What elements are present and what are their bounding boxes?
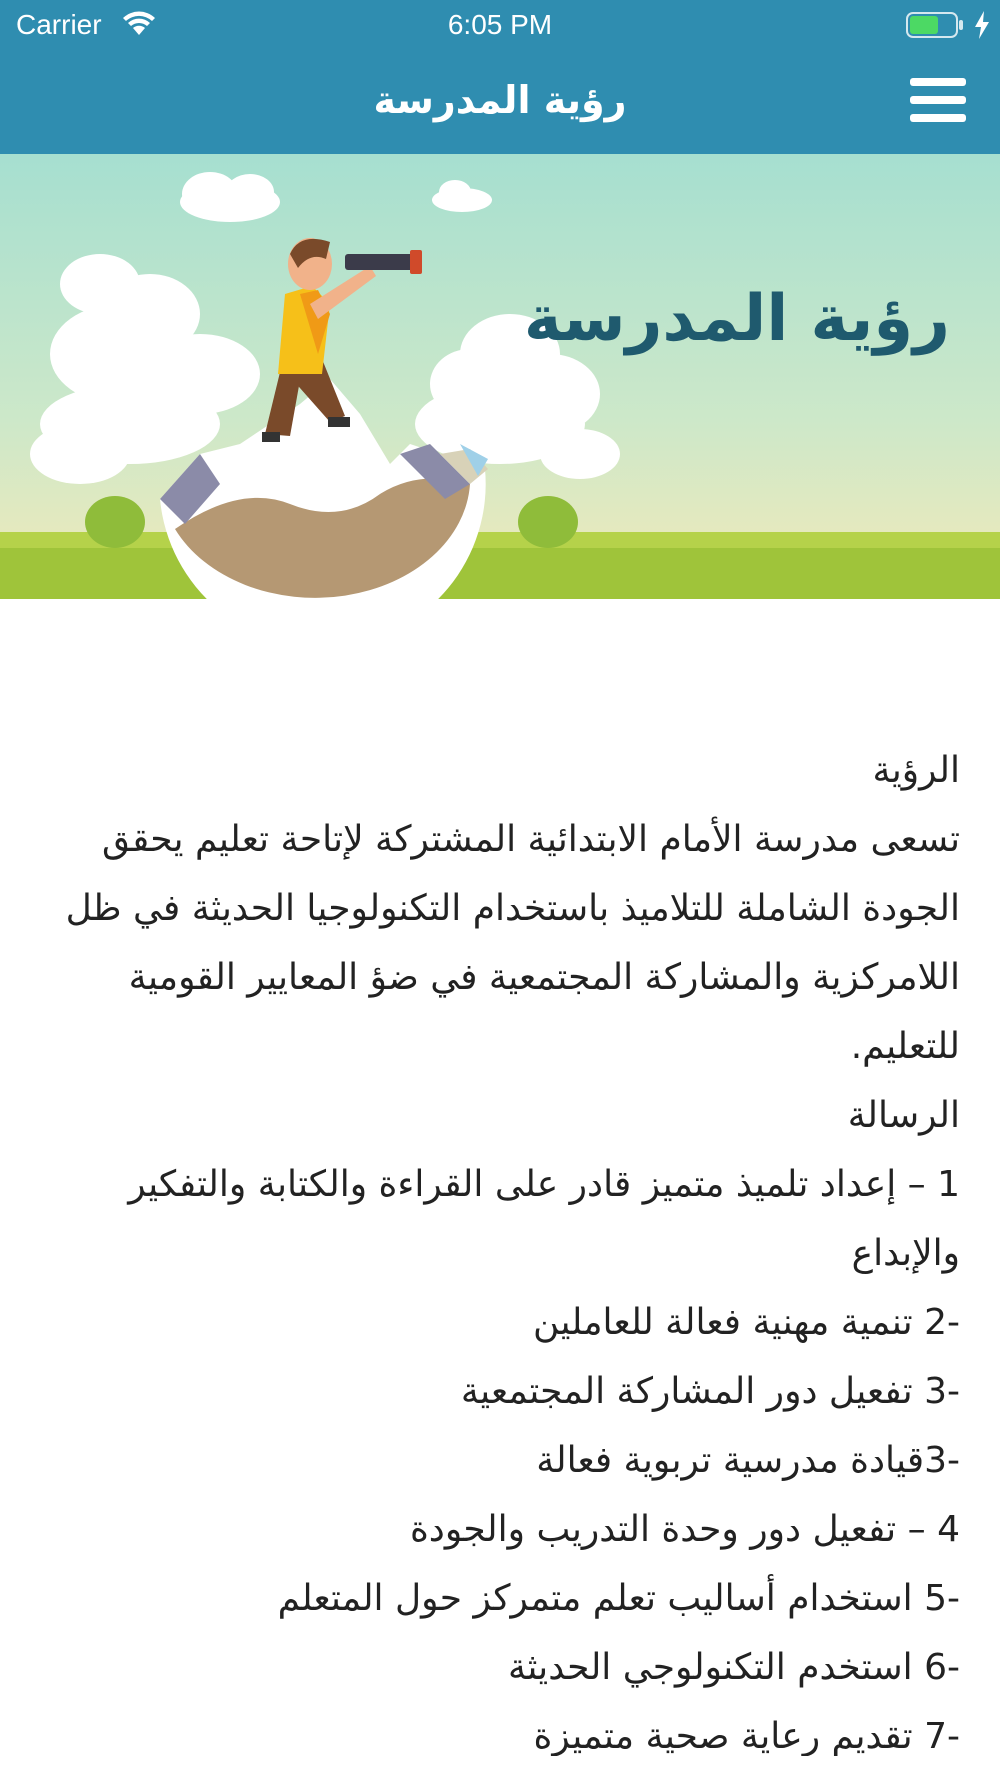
mission-item: -5 استخدام أساليب تعلم متمركز حول المتعلم (277, 1578, 960, 1619)
battery-icon (906, 12, 964, 38)
carrier-label: Carrier (16, 9, 102, 40)
banner-illustration (0, 154, 1000, 599)
vision-illustration (0, 154, 1000, 599)
menu-bar-icon (910, 96, 966, 104)
navigation-bar (0, 52, 1000, 154)
vision-mission-text (60, 736, 960, 1756)
status-bar (0, 0, 1000, 52)
mission-item: -3قيادة مدرسية تربوية فعالة (536, 1440, 960, 1481)
mission-item: -2 تنمية مهنية فعالة للعاملين (533, 1302, 960, 1343)
vision-heading: الرؤية (872, 750, 960, 791)
vision-paragraph: تسعى مدرسة الأمام الابتدائية المشتركة لإتاحة تعليم يحقق الجودة الشاملة للتلاميذ باستخدام التكنولوجيا الحديثة في ظل اللامركزية والمشاركة المجتمعية في ضؤ المعايير القومية للتعليم. (65, 819, 960, 1067)
mission-item: -7 تقديم رعاية صحية متميزة (533, 1716, 960, 1756)
mission-heading: الرسالة (847, 1095, 960, 1136)
banner-title: رؤية المدرسة (523, 282, 950, 356)
mission-item: -3 تفعيل دور المشاركة المجتمعية (460, 1371, 960, 1412)
page-title: رؤية المدرسة (373, 78, 627, 122)
mission-item: 4 – تفعيل دور وحدة التدريب والجودة (409, 1509, 960, 1550)
hamburger-menu-button[interactable] (910, 78, 966, 130)
charging-bolt-icon (972, 10, 992, 40)
mission-item: 1 – إعداد تلميذ متميز قادر على القراءة والكتابة والتفكير والإبداع (128, 1164, 960, 1274)
menu-bar-icon (910, 114, 966, 122)
menu-bar-icon (910, 78, 966, 86)
clock: 6:05 PM (447, 9, 553, 40)
mission-item: -6 استخدم التكنولوجي الحديثة (508, 1647, 960, 1688)
